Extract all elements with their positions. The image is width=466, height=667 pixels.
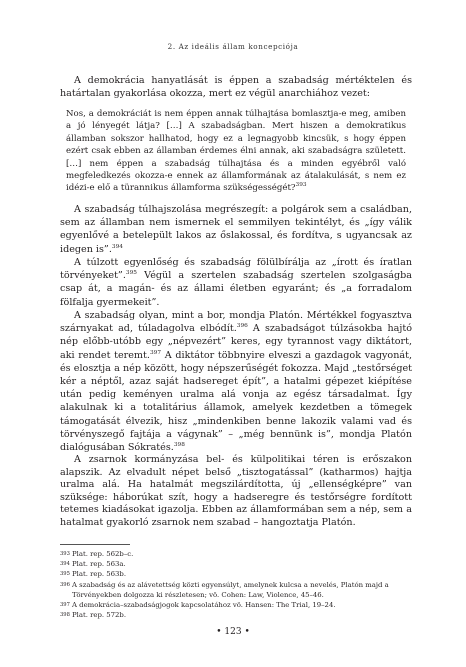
paragraph-3-text-b: Végül a szertelen szabadság szertelen szolgaságba csap át, a magán- és az állami életben egyaránt; és „a forradalom fölfalja gyermekeit”. bbox=[60, 270, 412, 308]
paragraph-1: A demokrácia hanyatlását is éppen a szabadság mértéktelen és határtalan gyakorlása okozza, mert ez végül anarchiához vezet: bbox=[60, 75, 412, 100]
footnote-text: Plat. rep. 562b–c. bbox=[72, 550, 134, 558]
footnote-ref-393[interactable]: 393 bbox=[295, 182, 307, 189]
footnote-text: Plat. rep. 563a. bbox=[72, 560, 126, 569]
paragraph-3 bbox=[60, 256, 412, 309]
paragraph-2 bbox=[60, 203, 412, 256]
block-quote-text: Nos, a demokráciát is nem éppen annak túlhajtása bomlasztja-e meg, amiben a jó lényegét látja? […] A szabadságban. Mert hiszen a demokratikus államban sokszor hallhatod, hogy ez a legnagyobb kincsük, s hogy éppen ezért csak ebben az államban érdemes élni annak, aki szabadságra született. […] nem éppen a szabadság túlhajtása és a minden egyébről való megfeledkezés okozza-e ennek az államformának az átalakulását, s nem ez idézi-e elő a türannikus államforma szükségességét? bbox=[66, 109, 406, 194]
footnote-number: 393 bbox=[60, 551, 70, 557]
footnote-ref-394[interactable]: 394 bbox=[111, 243, 123, 250]
block-quote bbox=[66, 108, 406, 195]
page-number: • 123 • bbox=[216, 627, 250, 637]
footnote bbox=[60, 559, 412, 569]
paragraph-3-text-a: A túlzott egyenlőség és szabadság fölülbírálja az „írott és íratlan törvényeket”. bbox=[60, 257, 412, 282]
footnote-number: 398 bbox=[60, 612, 70, 619]
paragraph-4-text-b: A szabadságot túlzásokba hajtó nép előbb-utóbb egy „népvezért” keres, egy tyrannost vagy diktátort, aki rendet teremt. bbox=[60, 323, 413, 361]
paragraph-5: A zsarnok kormányzása bel- és külpolitikai téren is erőszakon alapszik. Az elvadult népet belső „tisztogatással” (katharmos) hajtja uralma alá. Ha hatalmát megszilárdította, új „ellenségképre” van szüksége: háborúkat szít, hogy a hadseregre és testőrségre fordított tetemes kiadásokat igazolja. Ebben az államformában sem a nép, sem a hatalmat gyakorló zsarnok nem szabad – hangoztatja Platón. bbox=[60, 454, 412, 528]
footnote bbox=[60, 610, 412, 620]
footnote-divider bbox=[60, 544, 130, 545]
footnote-ref-398[interactable]: 398 bbox=[173, 441, 185, 448]
footnote bbox=[60, 549, 412, 559]
footnote-ref-395[interactable]: 395 bbox=[125, 270, 137, 277]
footnote-number: 397 bbox=[60, 602, 70, 609]
footnote-ref-397[interactable]: 397 bbox=[149, 349, 162, 356]
footnotes bbox=[60, 549, 412, 620]
footnote-number: 395 bbox=[60, 571, 70, 578]
paragraph-2-text: A szabadság túlhajszolása megrészegít: a polgárok sem a családban, sem az államban nem ismernek el semmilyen tekintélyt, és „így válik egyenlővé a betelepült lakos az őslakossal, és fordítva, s ugyancsak az idegen is”. bbox=[60, 204, 412, 255]
running-header: 2. Az ideális állam koncepciója bbox=[167, 42, 299, 51]
footnote-number: 394 bbox=[60, 561, 70, 568]
paragraph-4-text-a: A szabadság olyan, mint a bor, mondja Platón. Mértékkel fogyasztva szárnyakat ad, túladagolva elbódít. bbox=[60, 310, 412, 335]
footnote-ref-396[interactable]: 396 bbox=[236, 323, 248, 330]
footnote-text: Plat. rep. 572b. bbox=[72, 611, 127, 620]
paragraph-4-text-c: A diktátor többnyire elveszi a gazdagok vagyonát, és elosztja a nép között, hogy népszerűségét fokozza. Majd „testőrséget kér a néptől, azaz saját hadsereget épít”, a hatalmi gépezet kiépítése után pedig keményen uralma alá vonja az egész társadalmat. Így alakulnak ki a totalitárius államok, amelyek kezdetben a tömegek támogatását élvezik, hisz „mindenkiben benne lakozik valami vad és törvényszegő fajtája a vágynak” – „még bennünk is”, mondja Platón dialógusában Sókratés. bbox=[60, 349, 412, 454]
footnote bbox=[60, 569, 412, 579]
footnote-text: A szabadság és az alávetettség közti egyensúlyt, amelynek kulcsa a nevelés, Platón majd a Törvényekben dolgozza ki részletesen; vö. Cohen: Law, Violence, 45–46. bbox=[72, 580, 389, 599]
footnote bbox=[60, 600, 412, 610]
footnote-number: 396 bbox=[60, 581, 70, 588]
footnote-text: A demokrácia–szabadságjogok kapcsolatához vö. Hansen: The Trial, 19–24. bbox=[72, 601, 336, 610]
footnote bbox=[60, 580, 412, 600]
footnote-text: Plat. rep. 563b. bbox=[72, 570, 127, 579]
paragraph-4 bbox=[60, 309, 412, 454]
